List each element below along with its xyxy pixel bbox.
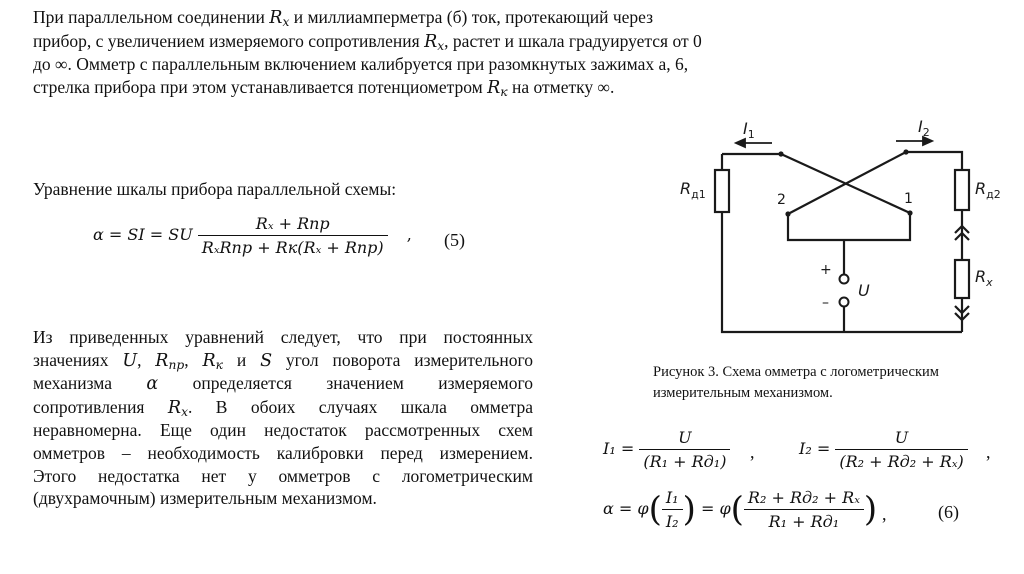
label-node-1: 1	[904, 191, 913, 207]
caption-line-1: Рисунок 3. Схема омметра с логометрическим	[653, 364, 939, 380]
eq5-comma: ,	[406, 225, 412, 244]
eq-a-mid: = φ	[700, 499, 731, 518]
eq5-denominator: RₓRпр + Rк(Rₓ + Rпр)	[198, 235, 388, 257]
p1-text: на отметку ∞.	[507, 76, 615, 97]
p1-line-3: до ∞. Омметр с параллельным включением калибруется при разомкнутых зажимах а, 6,	[33, 54, 689, 75]
symbol-rx: $R_x$	[424, 31, 445, 53]
p1-line-4	[33, 76, 773, 100]
p1-line-2	[33, 30, 773, 54]
caption-line-2: измерительным механизмом.	[653, 385, 833, 401]
symbol-rx: $R_x$	[269, 8, 290, 29]
label-plus: +	[820, 262, 832, 278]
resistor-rd1	[715, 170, 729, 212]
eq-comma-2: ,	[986, 442, 991, 462]
eq5-numerator: Rₓ + Rпр	[255, 214, 330, 233]
eq-a-fraction	[744, 488, 864, 531]
p3-line-5: неравномерна. Еще один недостаток рассмотренных схем	[33, 420, 533, 441]
eq-a-lhs: α = φ	[603, 499, 649, 518]
equation-i2	[799, 428, 968, 471]
eq-a-den2: R₁ + Rд₁	[744, 509, 864, 531]
eq-i2-denominator: (R₂ + Rд₂ + Rₓ)	[835, 449, 967, 471]
eq-i1-fraction	[639, 428, 730, 471]
terminal-minus	[840, 298, 849, 307]
eq-i2-fraction	[835, 428, 967, 471]
equation-6-label: (6)	[938, 502, 959, 522]
label-i2: $I_2$	[918, 117, 930, 139]
eq5-lhs: α = SI = SU	[93, 225, 193, 244]
resistor-rx	[955, 260, 969, 298]
eq-a-num1: I₁	[665, 488, 679, 507]
equation-5-label: (5)	[444, 230, 465, 250]
wire-top-right	[906, 152, 962, 170]
eq-i1-lhs: I₁ =	[603, 439, 635, 458]
eq-i1-denominator: (R₁ + Rд₁)	[639, 449, 730, 471]
wire-left-bottom	[722, 212, 962, 332]
paragraph-conclusion	[33, 326, 533, 510]
p3-line-1: Из приведенных уравнений следует, что при постоянных	[33, 327, 533, 347]
label-rd2: $R_{д2}$	[975, 179, 1001, 201]
label-minus: –	[822, 295, 829, 311]
paragraph-scale-equation: Уравнение шкалы прибора параллельной схемы:	[33, 179, 397, 199]
eq5-fraction	[198, 214, 388, 257]
p1-line-1	[33, 6, 773, 30]
p1-text: При параллельном соединении	[33, 7, 270, 27]
p3-line-4: сопротивления $R_x$. В обоих случаях шкала омметра	[33, 396, 533, 419]
eq-a-den1: I₂	[662, 509, 683, 531]
p3-line-2: значениях U, $R_{пр}$, $R_к$ и S угол поворота измерительного	[33, 349, 534, 372]
equation-5	[93, 214, 412, 257]
label-u: U	[858, 281, 870, 300]
symbol-rk: $R_к$	[487, 77, 508, 99]
eq-i2-lhs: I₂ =	[799, 439, 831, 458]
p3-line-3: механизма α определяется значением измеряемого	[33, 373, 533, 395]
terminal-plus	[840, 275, 849, 284]
eq-comma-1: ,	[750, 442, 755, 462]
p1-text: и миллиамперметра (б) ток, протекающий через	[289, 7, 654, 27]
label-node-2: 2	[777, 192, 786, 208]
resistor-rd2	[955, 170, 969, 210]
p1-text: прибор, с увеличением измеряемого сопротивления	[33, 30, 425, 51]
eq-a-ratio	[662, 488, 683, 531]
eq-i2-numerator: U	[894, 428, 909, 447]
p1-text: , растет и шкала градуируется от 0	[444, 30, 702, 51]
p3-line-7: Этого недостатка нет у омметров с логометрическим	[33, 465, 533, 486]
label-i1: $I_1$	[743, 119, 755, 141]
coil-bracket	[788, 213, 910, 240]
eq-comma-3: ,	[882, 504, 887, 524]
label-rd1: $R_{д1}$	[680, 179, 706, 201]
equation-alpha: α = φ( $\frac{\text{I₁}}{\text{I₂}}$ ) = φ( $\frac{\text{R₂ + Rд₂ + Rₓ}}{\text{R₁ + Rд₁}}$ )	[603, 488, 878, 531]
coil-wire-b	[788, 152, 906, 214]
eq-a-num2: R₂ + Rд₂ + Rₓ	[747, 488, 860, 507]
p3-line-8: (двухрамочным) измерительным механизмом.	[33, 488, 377, 509]
equation-i1	[603, 428, 730, 471]
paragraph-parallel-connection	[33, 6, 773, 99]
label-rx: $R_x$	[975, 267, 993, 289]
figure-caption	[653, 362, 1003, 404]
eq-i1-numerator: U	[678, 428, 692, 447]
p3-line-6: омметров – необходимость калибровки перед измерением.	[33, 442, 533, 463]
ratiometer-ohmmeter-circuit	[676, 110, 1006, 350]
p1-text: стрелка прибора при этом устанавливается потенциометром	[33, 76, 488, 97]
